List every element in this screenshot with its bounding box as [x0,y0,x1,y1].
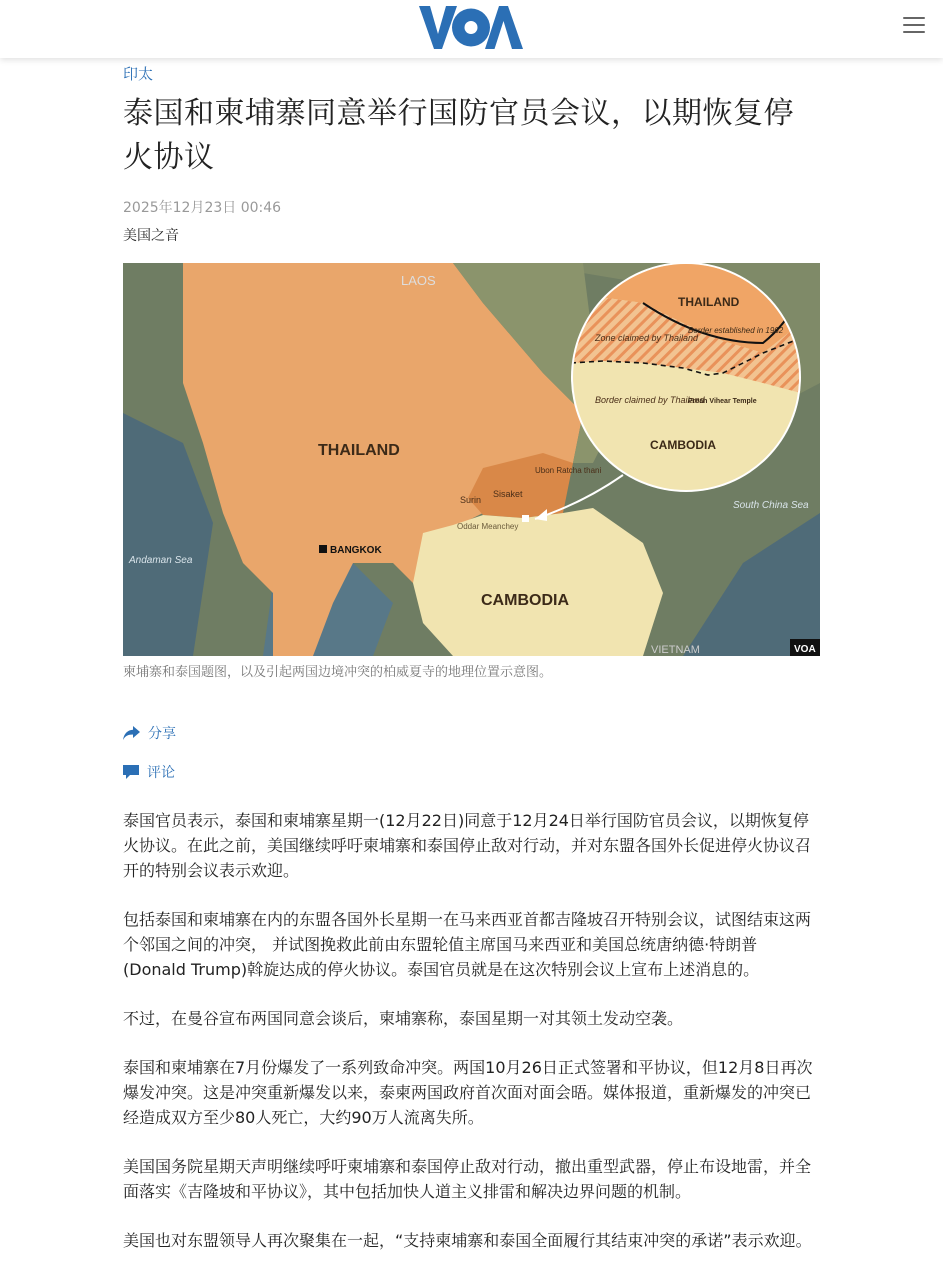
comment-label: 评论 [147,765,175,781]
temple-marker [522,515,529,522]
comment-bubble-icon [123,765,139,780]
label-cambodia: CAMBODIA [481,592,569,609]
article-paragraph: 泰国官员表示，泰国和柬埔寨星期一(12月22日)同意于12月24日举行国防官员会议，以期恢复停火协议。在此之前，美国继续呼吁柬埔寨和泰国停止敌对行动，并对东盟各国外长促进停火协议召开的特别会议表示欢迎。 [123,811,812,880]
share-arrow-icon [123,726,140,740]
image-caption: 柬埔寨和泰国题图，以及引起两国边境冲突的柏威夏寺的地理位置示意图。 [123,665,553,680]
label-andaman-sea: Andaman Sea [129,555,193,566]
article-paragraph: 不过，在曼谷宣布两国同意会谈后，柬埔寨称，泰国星期一对其领土发动空袭。 [123,1009,684,1028]
voa-logo[interactable] [419,6,523,49]
voa-watermark: VOA [794,644,816,655]
map-graphic [123,263,820,656]
article-map-image [123,263,820,656]
bangkok-marker [319,545,327,553]
label-surin: Surin [460,495,482,505]
label-sisaket: Sisaket [493,489,523,499]
article-paragraph: 泰国和柬埔寨在7月份爆发了一系列致命冲突。两国10月26日正式签署和平协议，但12月8日再次爆发冲突。这是冲突重新爆发以来，泰柬两国政府首次面对面会晤。媒体报道，重新爆发的冲突已经造成双方至少80人死亡，大约90万人流离失所。 [123,1058,813,1127]
inset-label-temple: Preah Vihear Temple [688,398,757,405]
label-bangkok: BANGKOK [330,545,382,556]
section-link[interactable]: 印太 [123,65,154,83]
share-label: 分享 [148,726,176,742]
article-paragraph: 美国国务院星期天声明继续呼吁柬埔寨和泰国停止敌对行动，撤出重型武器，停止布设地雷，并全面落实《吉隆坡和平协议》，其中包括加快人道主义排雷和解决边界问题的机制。 [123,1157,812,1201]
inset-label-zone-claimed: Zone claimed by Thailand [595,333,699,343]
site-header [0,0,943,58]
comment-button[interactable] [123,762,175,782]
label-laos: LAOS [401,273,436,288]
article-paragraph: 包括泰国和柬埔寨在内的东盟各国外长星期一在马来西亚首都吉隆坡召开特别会议，试图结束这两个邻国之间的冲突， 并试图挽救此前由东盟轮值主席国马来西亚和美国总统唐纳德·特朗普(Donald Trump)斡旋达成的停火协议。泰国官员就是在这次特别会议上宣布上述消息的。 [123,910,812,979]
label-south-china-sea: South China Sea [733,500,809,511]
label-oddar-meanchey: Oddar Meanchey [457,522,519,531]
hamburger-menu-icon[interactable] [903,14,925,36]
inset-label-border-1962: Border established in 1962 [688,326,784,335]
article-title: 泰国和柬埔寨同意举行国防官员会议，以期恢复停火协议 [123,96,794,175]
article-body [123,808,820,1277]
article-paragraph: 美国也对东盟领导人再次聚集在一起，“支持柬埔寨和泰国全面履行其结束冲突的承诺”表示欢迎。 [123,1231,812,1250]
inset-detail-map [571,263,801,493]
inset-label-border-claimed: Border claimed by Thailand [595,395,705,405]
share-button[interactable] [123,723,176,743]
label-ubon: Ubon Ratcha thani [535,466,602,475]
inset-label-cambodia: CAMBODIA [650,438,716,452]
inset-label-thailand: THAILAND [678,295,740,309]
byline: 美国之音 [123,228,179,244]
label-thailand: THAILAND [318,442,400,459]
label-vietnam: VIETNAM [651,644,700,656]
publish-date: 2025年12月23日 00:46 [123,200,282,216]
